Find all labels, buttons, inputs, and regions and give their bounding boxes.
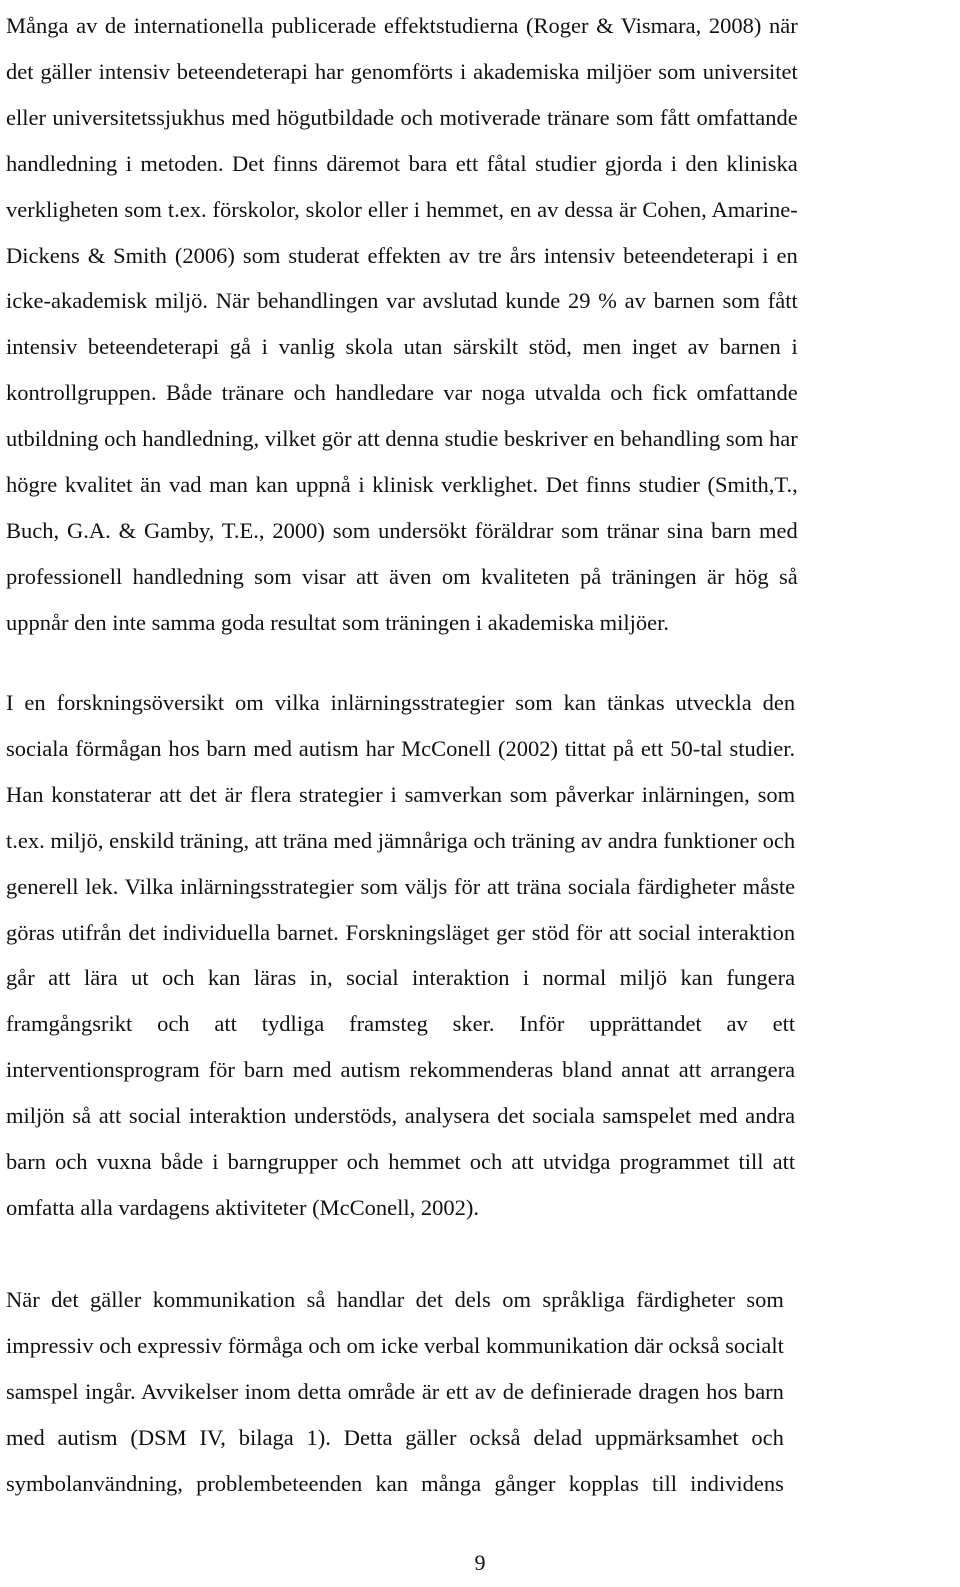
text-line: impressiv och expressiv förmåga och om icke verbal kommunikation där också socialt xyxy=(6,1332,784,1358)
text-line: professionell handledning som visar att även om kvaliteten på träningen är hög så xyxy=(6,563,798,589)
text-line: göras utifrån det individuella barnet. Forskningsläget ger stöd för att social interaktion xyxy=(6,919,796,945)
text-line: handledning i metoden. Det finns däremot bara ett fåtal studier gjorda i den kliniska xyxy=(6,150,798,176)
text-line: generell lek. Vilka inlärningsstrategier som väljs för att träna sociala färdigheter måste xyxy=(6,873,796,899)
paragraph-learning-strategies xyxy=(6,680,795,1231)
paragraph-effect-studies xyxy=(6,3,798,646)
text-line: t.ex. miljö, enskild träning, att träna med jämnåriga och träning av andra funktioner och xyxy=(6,827,796,853)
text-line: Buch, G.A. & Gamby, T.E., 2000) som undersökt föräldrar som tränar sina barn med xyxy=(6,517,798,543)
text-line: går att lära ut och kan läras in, social interaktion i normal miljö kan fungera xyxy=(6,965,796,991)
text-line: sociala förmågan hos barn med autism har McConell (2002) tittat på ett 50-tal studier. xyxy=(6,735,796,761)
text-line: uppnår den inte samma goda resultat som träningen i akademiska miljöer. xyxy=(6,609,669,635)
text-line: miljön så att social interaktion understöds, analysera det sociala samspelet med andra xyxy=(6,1103,796,1129)
paragraph-communication xyxy=(6,1277,784,1507)
text-line: verkligheten som t.ex. förskolor, skolor eller i hemmet, en av dessa är Cohen, Amarine- xyxy=(6,196,798,222)
text-line: högre kvalitet än vad man kan uppnå i klinisk verklighet. Det finns studier (Smith,T., xyxy=(6,472,798,498)
text-line: I en forskningsöversikt om vilka inlärningsstrategier som kan tänkas utveckla den xyxy=(6,690,796,715)
text-line: omfatta alla vardagens aktiviteter (McConell, 2002). xyxy=(6,1194,479,1220)
text-line: kontrollgruppen. Både tränare och handledare var noga utvalda och fick omfattande xyxy=(6,380,798,406)
text-line: eller universitetssjukhus med högutbildade och motiverade tränare som fått omfattande xyxy=(6,104,798,130)
text-line: det gäller intensiv beteendeterapi har genomförts i akademiska miljöer som universitet xyxy=(6,58,798,84)
text-line: interventionsprogram för barn med autism rekommenderas bland annat att arrangera xyxy=(6,1057,796,1083)
text-line: framgångsrikt och att tydliga framsteg sker. Inför upprättandet av ett xyxy=(6,1011,796,1037)
text-line: Han konstaterar att det är flera strategier i samverkan som påverkar inlärningen, som xyxy=(6,781,796,807)
text-line: intensiv beteendeterapi gå i vanlig skola utan särskilt stöd, men inget av barnen i xyxy=(6,334,798,360)
text-line: Många av de internationella publicerade effektstudierna (Roger & Vismara, 2008) när xyxy=(6,13,798,38)
text-line: samspel ingår. Avvikelser inom detta område är ett av de definierade dragen hos barn xyxy=(6,1378,784,1404)
text-line: med autism (DSM IV, bilaga 1). Detta gäller också delad uppmärksamhet och xyxy=(6,1424,784,1450)
text-line: barn och vuxna både i barngrupper och hemmet och att utvidga programmet till att xyxy=(6,1149,796,1175)
text-line: När det gäller kommunikation så handlar det dels om språkliga färdigheter som xyxy=(6,1287,784,1312)
text-line: icke-akademisk miljö. När behandlingen var avslutad kunde 29 % av barnen som fått xyxy=(6,288,798,314)
page-number: 9 xyxy=(474,1550,486,1575)
text-line: utbildning och handledning, vilket gör att denna studie beskriver en behandling som har xyxy=(6,426,798,452)
text-line: symbolanvändning, problembeteenden kan många gånger kopplas till individens xyxy=(6,1470,784,1496)
text-line: Dickens & Smith (2006) som studerat effekten av tre års intensiv beteendeterapi i en xyxy=(6,242,798,268)
